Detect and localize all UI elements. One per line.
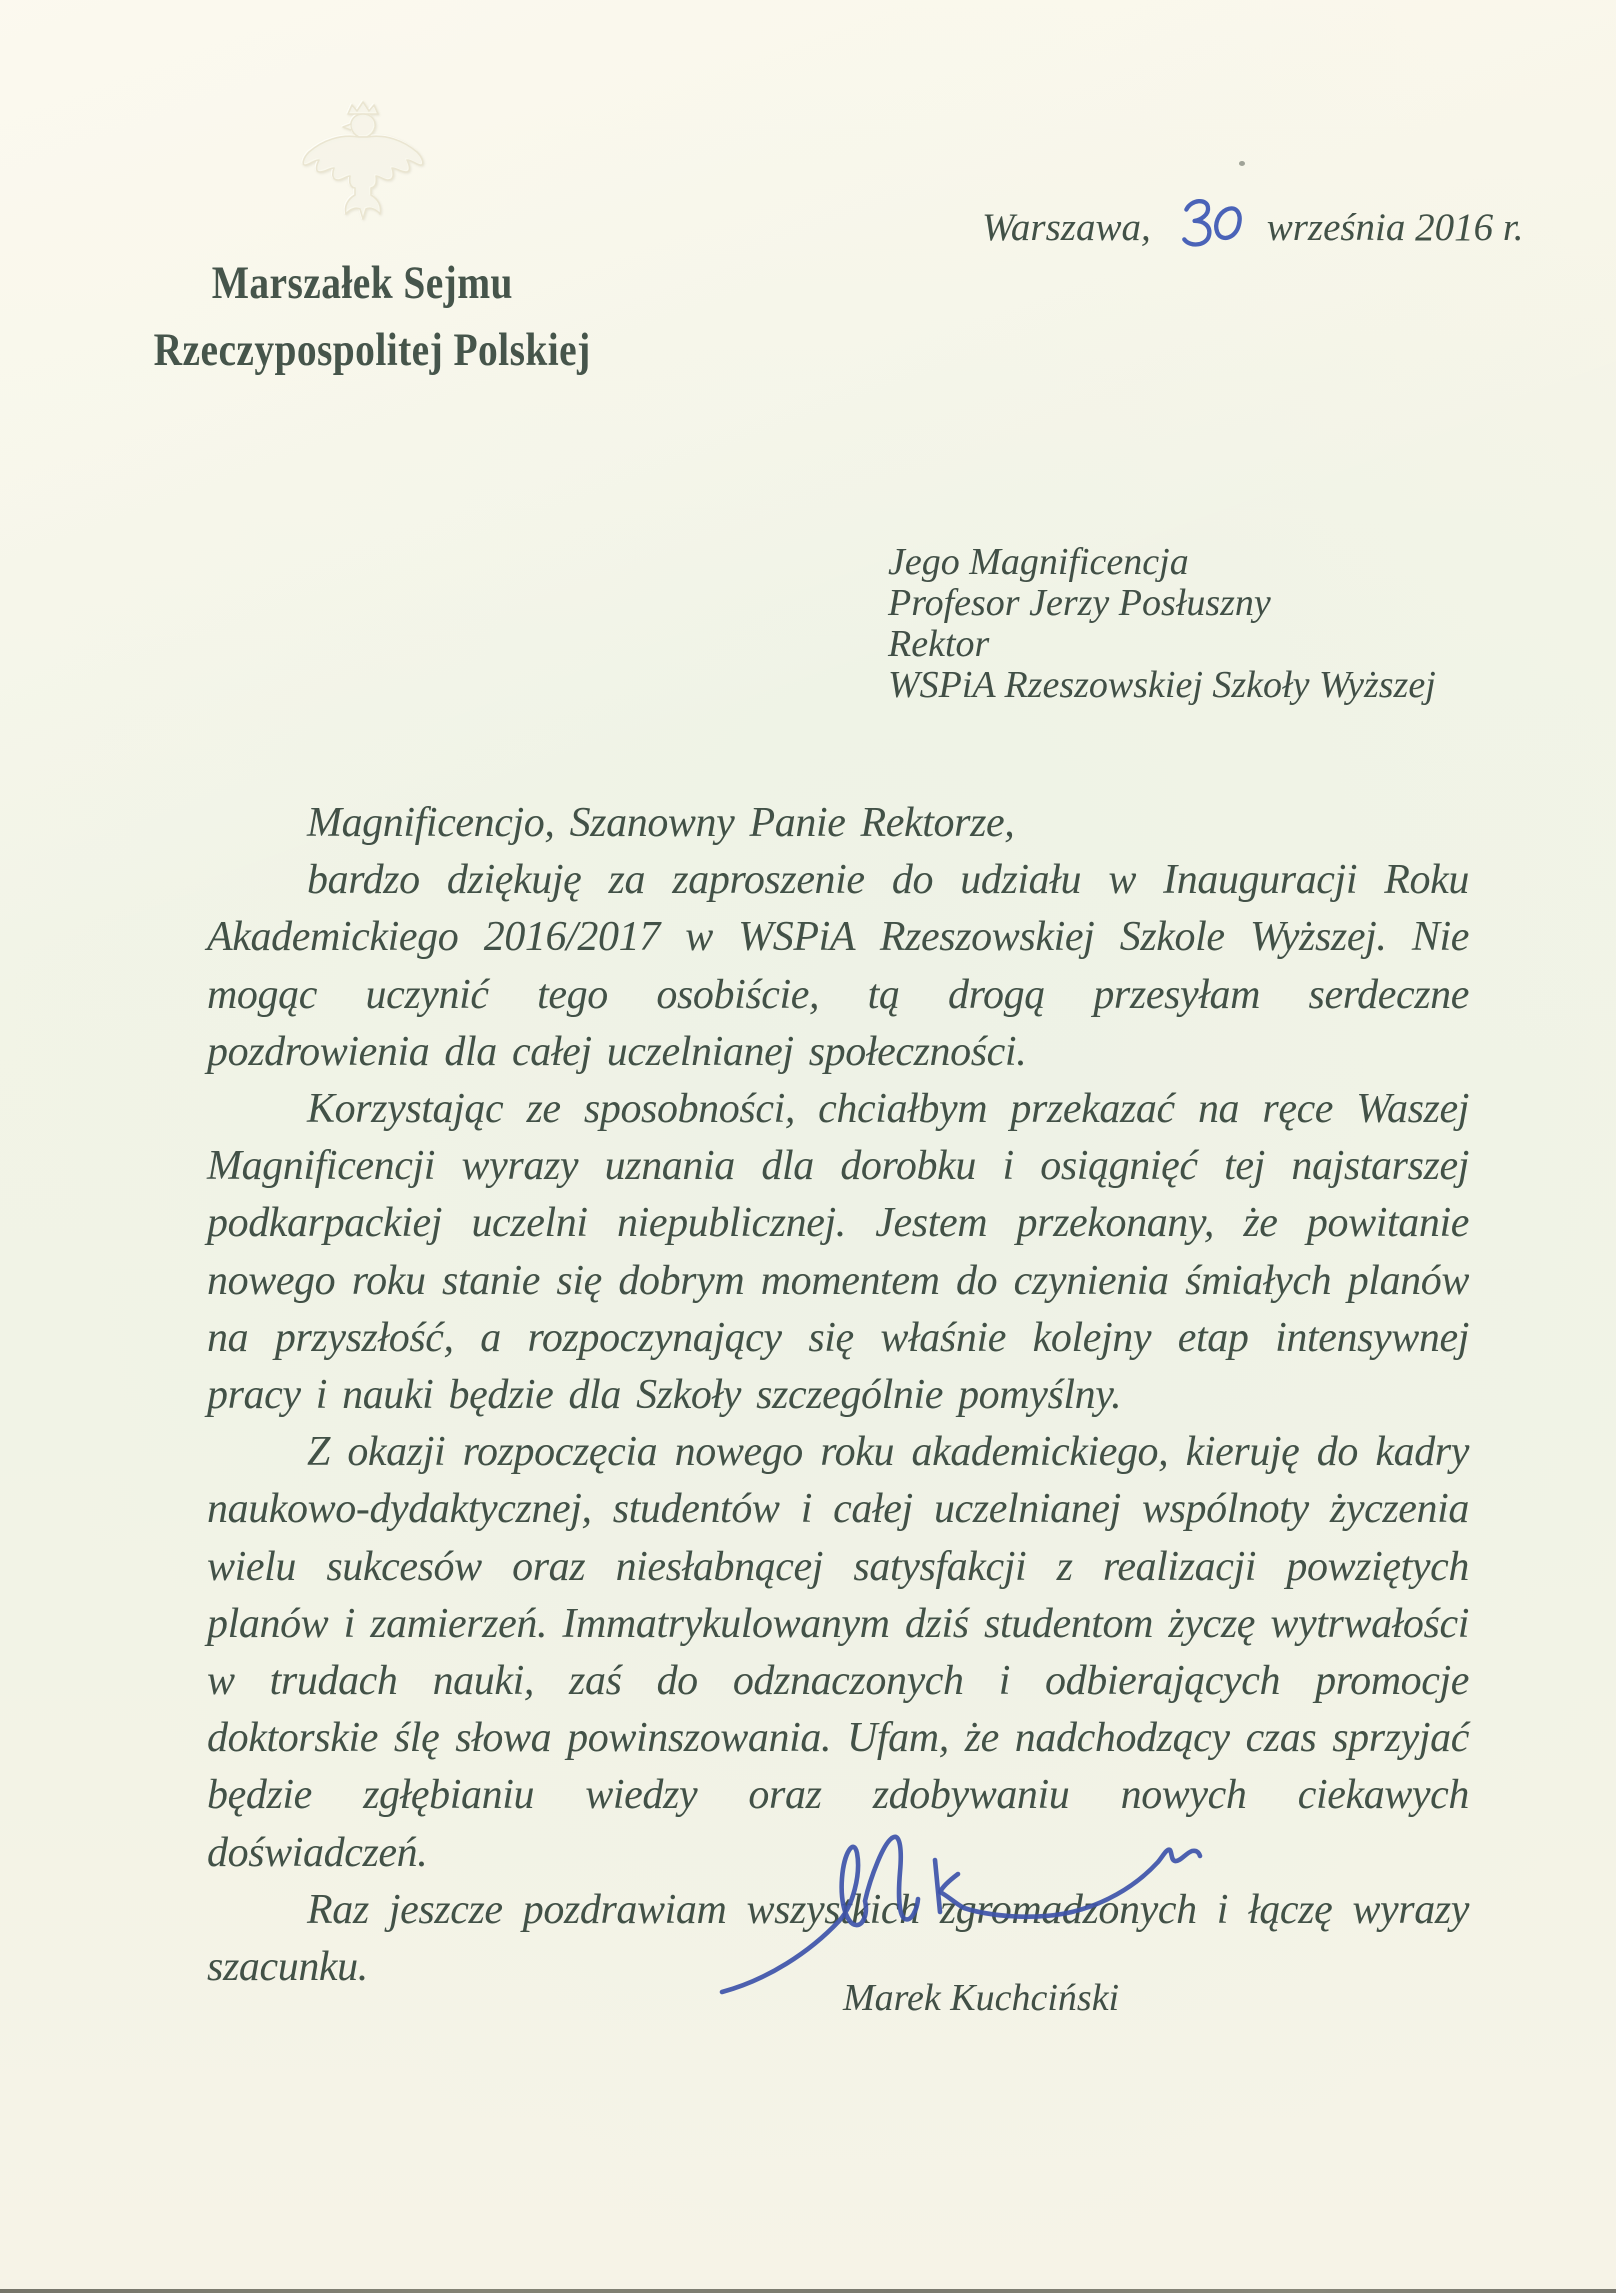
- addressee-block: [888, 542, 1436, 706]
- body-paragraph: Korzystając ze sposobności, chciałbym przekazać na ręce Waszej Magnificencji wyrazy uznania dla dorobku i osiągnięć tej najstarszej podkarpackiej uczelni niepublicznej. Jestem przekonany, że powitanie nowego roku stanie się dobrym momentem do czynienia śmiałych planów na przyszłość, a rozpoczynający się właśnie kolejny etap intensywnej pracy i nauki będzie dla Szkoły szczególnie pomyślny.: [207, 1086, 1469, 1419]
- date-city: Warszawa,: [982, 206, 1151, 249]
- scan-artifact-speck: [1239, 161, 1245, 166]
- date-line: [982, 188, 1524, 250]
- letterhead: [112, 250, 612, 384]
- letter-body: [207, 795, 1469, 1996]
- letterhead-line1: Marszałek Sejmu: [211, 257, 513, 309]
- body-paragraph: Z okazji rozpoczęcia nowego roku akademickiego, kieruję do kadry naukowo-dydaktycznej, studentów i całej uczelnianej wspólnoty życzenia wielu sukcesów oraz niesłabnącej satysfakcji z realizacji powziętych planów i zamierzeń. Immatrykulowanym dziś studentom życzę wytrwałości w trudach nauki, zaś do odznaczonych i odbierających promocje doktorskie ślę słowa powinszowania. Ufam, że nadchodzący czas sprzyjać będzie zgłębianiu wiedzy oraz zdobywaniu nowych ciekawych doświadczeń.: [207, 1429, 1469, 1876]
- signatory-name: Marek Kuchciński: [843, 1977, 1120, 2019]
- date-rest: września 2016 r.: [1266, 206, 1524, 249]
- addressee-line: Profesor Jerzy Posłuszny: [888, 582, 1271, 624]
- letterhead-line2: Rzeczypospolitej Polskiej: [153, 324, 591, 376]
- salutation: Magnificencjo, Szanowny Panie Rektorze,: [307, 800, 1015, 846]
- polish-eagle-emblem-icon: [293, 98, 433, 228]
- handwritten-signature: [712, 1822, 1212, 2002]
- addressee-line: Jego Magnificencja: [888, 541, 1189, 583]
- body-paragraph: Raz jeszcze pozdrawiam wszystkich zgromadzonych i łączę wyrazy szacunku.: [207, 1886, 1469, 1991]
- addressee-line: WSPiA Rzeszowskiej Szkoły Wyższej: [888, 664, 1436, 706]
- body-paragraph: bardzo dziękuję za zaproszenie do udziału w Inauguracji Roku Akademickiego 2016/2017 w WSPiA Rzeszowskiej Szkole Wyższej. Nie mogąc uczynić tego osobiście, tą drogą przesyłam serdeczne pozdrowienia dla całej uczelnianej społeczności.: [207, 857, 1469, 1075]
- addressee-line: Rektor: [888, 623, 990, 665]
- scan-artifact-bottom-edge: [0, 2289, 1616, 2293]
- handwritten-day-icon: [1173, 194, 1245, 256]
